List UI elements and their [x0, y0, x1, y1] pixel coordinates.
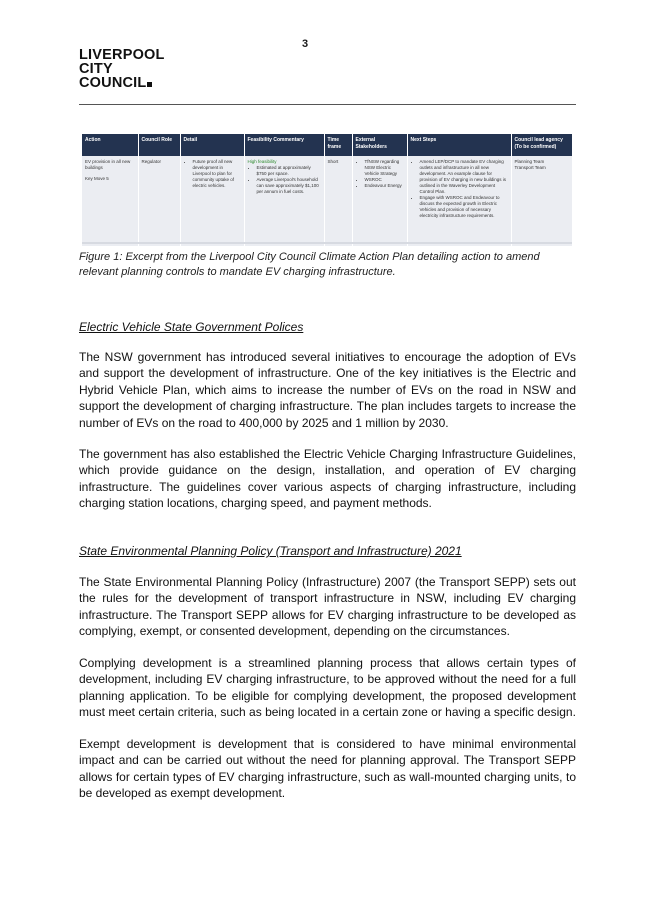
logo-line-1: LIVERPOOL [79, 47, 165, 63]
header-council-role: Council Role [138, 134, 180, 156]
cell-next-steps: • Amend LEP/DCP to mandate EV charging outlets and infrastructure in all new development. An example clause for provision of EV charging in new buildings is outlined in the Waverley Development Control Plan. • Engage with WSROC and Endeavour to discuss the expected growth in Electric Vehicles and provision of necessary electricity infrastructure requirements. [407, 156, 511, 246]
header-stakeholders: External Stakeholders [352, 134, 407, 156]
header-action: Action [82, 134, 138, 156]
section-heading-ev-policies: Electric Vehicle State Government Polices [79, 320, 304, 334]
header-time-frame: Time frame [324, 134, 352, 156]
header-next-steps: Next Steps [407, 134, 511, 156]
page-number: 3 [302, 38, 309, 50]
paragraph: Exempt development is development that is considered to have minimal environmental impact and can be carried out without the need for planning approval. The Transport SEPP allows for certain types of EV charging infrastructure, such as wall-mounted charging units, to be developed as exempt development. [79, 737, 576, 801]
paragraph: The State Environmental Planning Policy (Infrastructure) 2007 (the Transport SEPP) sets out the rules for the development of transport infrastructure in NSW, including EV charging infrastructure. The Transport SEPP allows for EV charging infrastructure to be developed as complying, exempt, or consented development, depending on the circumstances. [79, 575, 576, 639]
paragraph: The government has also established the Electric Vehicle Charging Infrastructure Guidelines, which provide guidance on the design, installation, and operation of EV charging infrastructure. The guidelines cover various aspects of charging infrastructure, including charging station locations, charging speed, and payment methods. [79, 447, 576, 511]
cell-feasibility: High feasibility • Estimated at approximately $750 per space. • Average Liverpool's household can save approximately $1,100 per annum in fuel costs. [244, 156, 324, 246]
action-plan-excerpt-table [82, 134, 573, 246]
cell-council-role: Regulator [138, 156, 180, 246]
cell-action: EV provision in all new buildings Key Move 5 [82, 156, 138, 246]
cell-lead-agency: Planning Team Transport Team [511, 156, 572, 246]
logo-line-3: COUNCIL [79, 76, 165, 90]
header-divider [79, 104, 576, 105]
cell-stakeholders: • TfNSW regarding NSW Electric Vehicle Strategy • WSROC • Endeavour Energy [352, 156, 407, 246]
header-detail: Detail [180, 134, 244, 156]
paragraph: The NSW government has introduced several initiatives to encourage the adoption of EVs and support the development of infrastructure. One of the key initiatives is the Electric and Hybrid Vehicle Plan, which aims to increase the number of EVs on the road in NSW and support the development of charging infrastructure. The plan includes targets to increase the number of EVs on the road to 400,000 by 2025 and 1 million by 2030. [79, 350, 576, 430]
figure-caption: Figure 1: Excerpt from the Liverpool City Council Climate Action Plan detailing action to amend relevant planning controls to mandate EV charging infrastructure. [79, 251, 540, 278]
paragraph: Complying development is a streamlined planning process that allows certain types of development, including EV charging infrastructure, to be approved without the need for a full planning application. To be eligible for complying development, the proposed development must meet certain criteria, such as being located in a certain zone or having a specific design. [79, 656, 576, 720]
section-heading-sepp: State Environmental Planning Policy (Transport and Infrastructure) 2021 [79, 544, 462, 558]
table-row [82, 156, 572, 246]
table-bottom-edge [82, 242, 572, 244]
table-header-row [82, 134, 572, 156]
header-feasibility: Feasibility Commentary [244, 134, 324, 156]
logo-dot-icon [147, 82, 152, 87]
logo-line-2: CITY [79, 61, 113, 77]
header-lead-agency: Council lead agency (To be confirmed) [511, 134, 572, 156]
cell-time-frame: Short [324, 156, 352, 246]
cell-detail: • Future proof all new development in Liverpool to plan for community uptake of electric vehicles. [180, 156, 244, 246]
council-logo [79, 48, 165, 90]
